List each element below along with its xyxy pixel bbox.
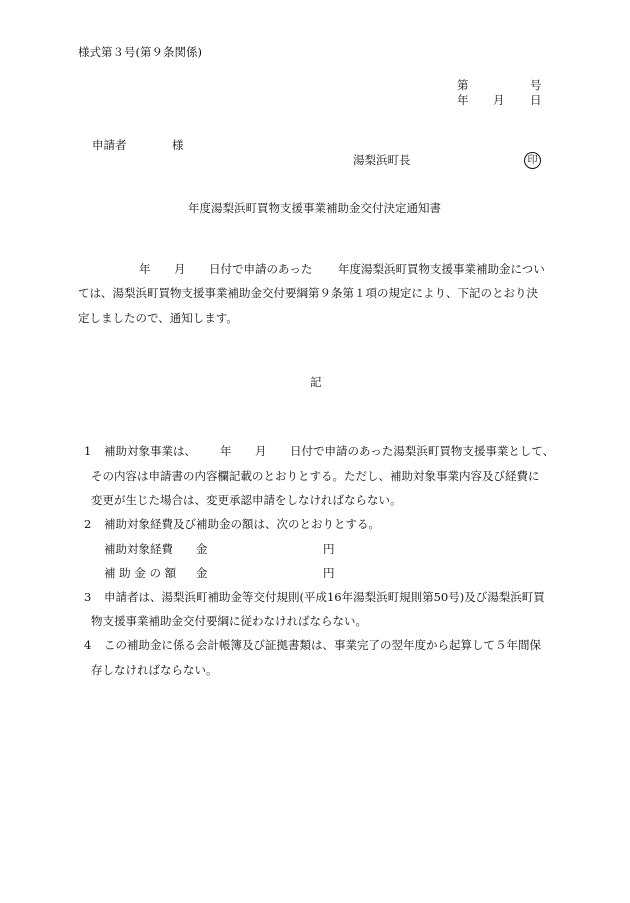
item1-tsuki: 月: [255, 444, 267, 458]
item2-number: 2: [84, 517, 92, 531]
body-line3: 定しましたので、通知します。: [78, 311, 238, 325]
item1-line2: その内容は申請書の内容欄記載のとおりとする。ただし、補助対象事業内容及び経費に: [91, 469, 540, 483]
body-nen: 年: [139, 262, 151, 276]
number-gou: 号: [530, 78, 542, 92]
issuer-name: 湯梨浜町長: [353, 153, 411, 167]
applicant-label: 申請者: [92, 138, 127, 152]
item3-line2: 物支援事業補助金交付要綱に従わなければならない。: [91, 614, 367, 628]
item4-number: 4: [84, 638, 92, 652]
item4-line2: 存しなければならない。: [91, 663, 218, 677]
seal-icon: 印: [524, 152, 541, 169]
body-tsuki: 月: [174, 262, 186, 276]
item3-line1: 申請者は、湯梨浜町補助金等交付規則(平成16年湯梨浜町規則第50号)及び湯梨浜町買: [104, 590, 545, 604]
form-number: 様式第３号(第９条関係): [78, 45, 202, 59]
item1-number: 1: [84, 444, 92, 458]
document-title: 年度湯梨浜町買物支援事業補助金交付決定通知書: [188, 201, 441, 215]
item2-row2-yen: 円: [323, 566, 335, 580]
item1-nen: 年: [220, 444, 232, 458]
item3-number: 3: [84, 590, 92, 604]
body-line1-tail: 年度湯梨浜町買物支援事業補助金につい: [338, 262, 545, 276]
item1-tail: 日付で申請のあった湯梨浜町買物支援事業として、: [290, 444, 555, 458]
date-tsuki: 月: [493, 93, 505, 107]
item2-text: 補助対象経費及び補助金の額は、次のとおりとする。: [104, 517, 380, 531]
item2-row2-label: 補 助 金 の 額: [104, 566, 177, 580]
body-hi-text: 日付で申請のあった: [209, 262, 313, 276]
date-hi: 日: [530, 93, 542, 107]
item2-row1-kin: 金: [196, 542, 208, 556]
honorific-sama: 様: [172, 138, 184, 152]
date-nen: 年: [457, 93, 469, 107]
ki-heading: 記: [310, 375, 322, 389]
body-line2: ては、湯梨浜町買物支援事業補助金交付要綱第９条第１項の規定により、下記のとおり決: [78, 286, 538, 300]
item2-row1-yen: 円: [323, 542, 335, 556]
item1-line3: 変更が生じた場合は、変更承認申請をしなければならない。: [91, 493, 402, 507]
item2-row1-label: 補助対象経費: [104, 542, 173, 556]
item2-row2-kin: 金: [196, 566, 208, 580]
number-dai: 第: [457, 78, 469, 92]
item1-label: 補助対象事業は、: [104, 444, 196, 458]
item4-line1: この補助金に係る会計帳簿及び証拠書類は、事業完了の翌年度から起算して５年間保: [104, 638, 541, 652]
